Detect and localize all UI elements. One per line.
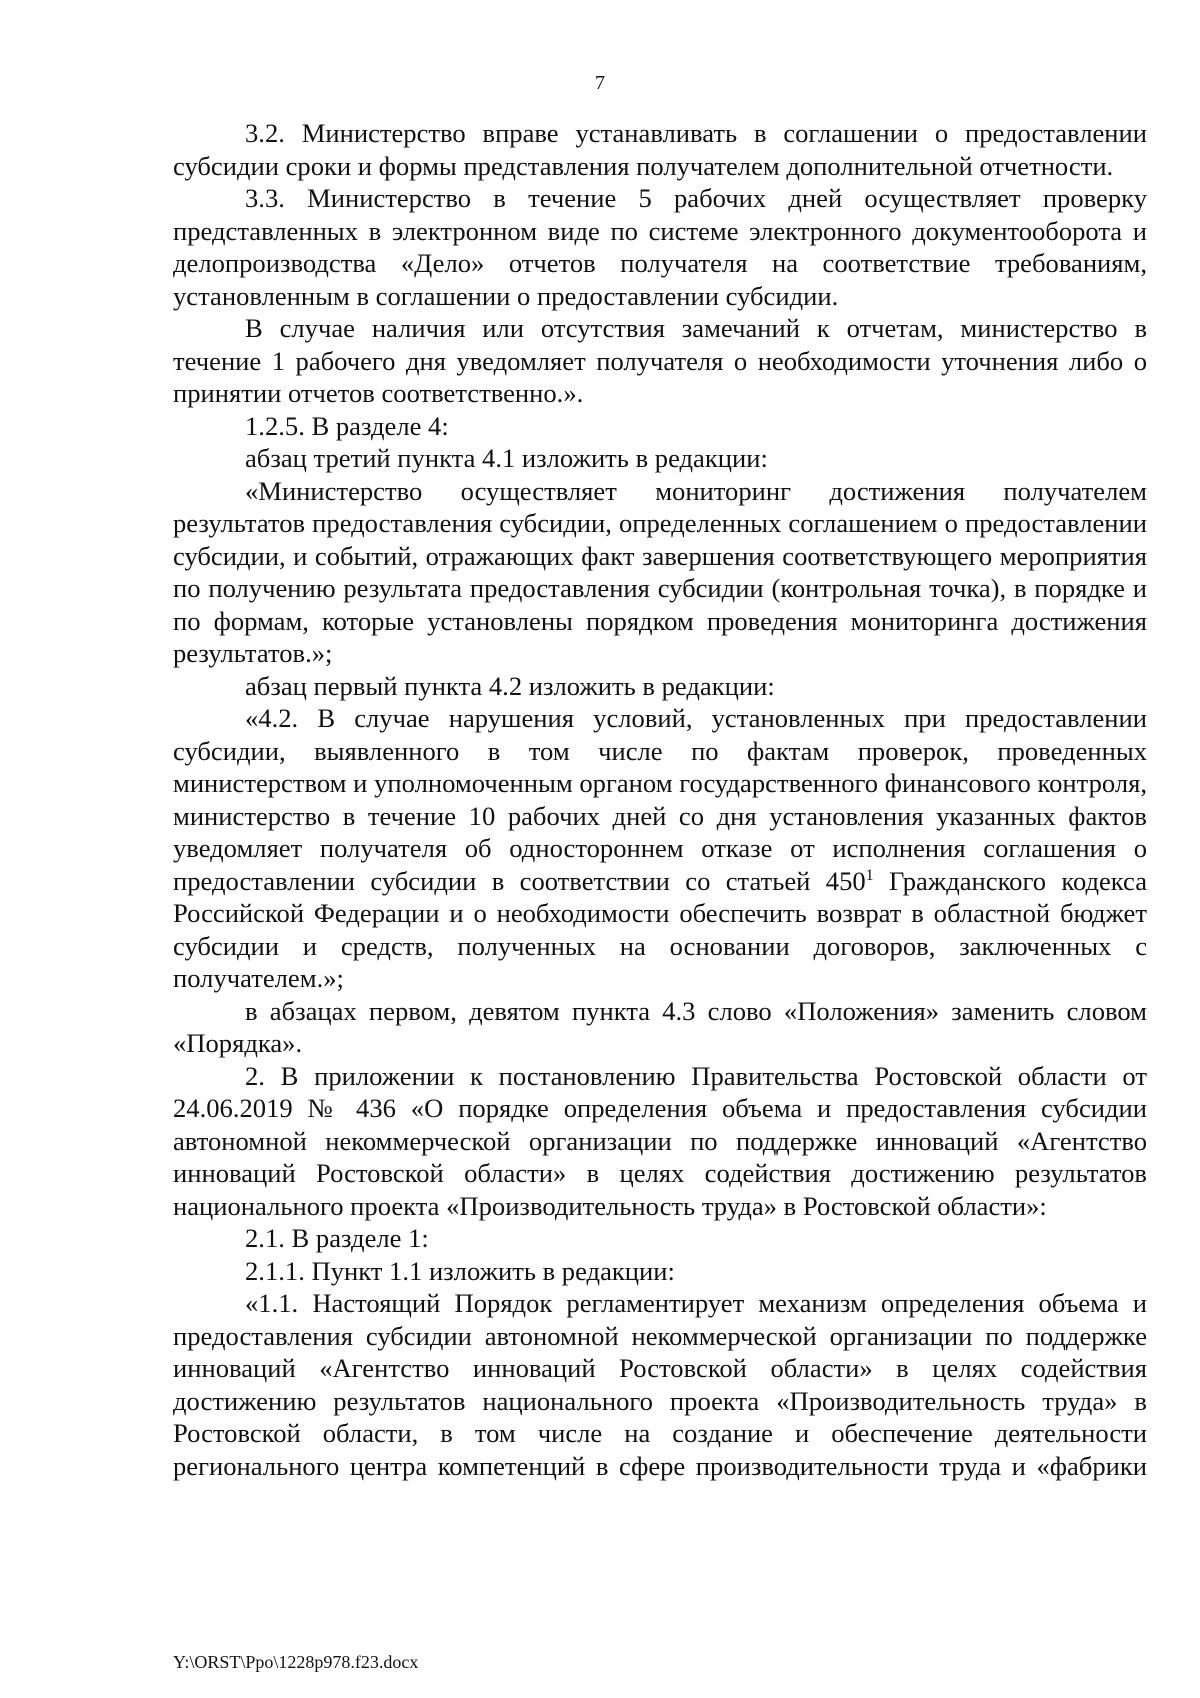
paragraph-3-3: 3.3. Министерство в течение 5 рабочих дней осуществляет проверку представленных в электронном виде по системе электронного документооборота и делопроизводства «Дело» отчетов получателя на соответствие требованиям, установленным в соглашении о предоставлении субсидии. [173, 183, 1147, 311]
footer-file-path: Y:\ORST\Ppo\1228p978.f23.docx [173, 1652, 419, 1672]
paragraph-remarks: В случае наличия или отсутствия замечаний к отчетам, министерство в течение 1 рабочего дня уведомляет получателя о необходимости уточнения либо о принятии отчетов соответственно.». [173, 313, 1147, 408]
paragraph-2-1-1: 2.1.1. Пункт 1.1 изложить в редакции: [245, 1255, 675, 1286]
paragraph-4-1-text: «Министерство осуществляет мониторинг достижения получателем результатов предоставления субсидии, определенных соглашением о предоставлении субсидии, и событий, отражающих факт завершения соответствующего мероприятия по получению результата предоставления субсидии (контрольная точка), в порядке и по формам, которые установлены порядком проведения мониторинга достижения результатов.»; [173, 475, 1147, 668]
paragraph-2: 2. В приложении к постановлению Правительства Ростовской области от 24.06.2019 № 436 «О порядке определения объема и предоставления субсидии автономной некоммерческой организации по поддержке инноваций «Агентство инноваций Ростовской области» в целях содействия достижению результатов национального проекта «Производительность труда» в Ростовской области»: [173, 1060, 1147, 1221]
article-superscript: 1 [865, 866, 874, 884]
paragraph-4-1-intro: абзац третий пункта 4.1 изложить в редакции: [245, 443, 768, 473]
paragraph-3-2: 3.2. Министерство вправе устанавливать в соглашении о предоставлении субсидии сроки и формы представления получателем дополнительной отчетности. [173, 118, 1147, 181]
document-body [173, 117, 1147, 1482]
paragraph-1-2-5: 1.2.5. В разделе 4: [245, 410, 449, 441]
paragraph-4-2-text-end: Гражданского кодекса Российской Федерации и о необходимости обеспечить возврат в областной бюджет субсидии и средств, полученных на основании договоров, заключенных с получателем.»; [173, 865, 1147, 993]
paragraph-4-3: в абзацах первом, девятом пункта 4.3 слово «Положения» заменить словом «Порядка». [173, 995, 1147, 1058]
paragraph-1-1-text: «1.1. Настоящий Порядок регламентирует механизм определения объема и предоставления субсидии автономной некоммерческой организации по поддержке инноваций «Агентство инноваций Ростовской области» в целях содействия достижению результатов национального проекта «Производительность труда» в Ростовской области, в том числе на создание и обеспечение деятельности регионального центра компетенций в сфере производительности труда и «фабрики [173, 1288, 1147, 1481]
page-number: 7 [595, 72, 605, 94]
paragraph-4-2-text-start: «4.2. В случае нарушения условий, установленных при предоставлении субсидии, выявленного в том числе по фактам проверок, проведенных министерством и уполномоченным органом государственного финансового контроля, министерство в течение 10 рабочих дней со дня установления указанных фактов уведомляет получателя об одностороннем отказе от исполнения соглашения о предоставлении субсидии в соответствии со статьей 450 [173, 703, 1147, 896]
paragraph-4-2-text [173, 702, 1147, 995]
paragraph-4-2-intro: абзац первый пункта 4.2 изложить в редакции: [245, 670, 775, 701]
paragraph-2-1: 2.1. В разделе 1: [245, 1223, 429, 1253]
